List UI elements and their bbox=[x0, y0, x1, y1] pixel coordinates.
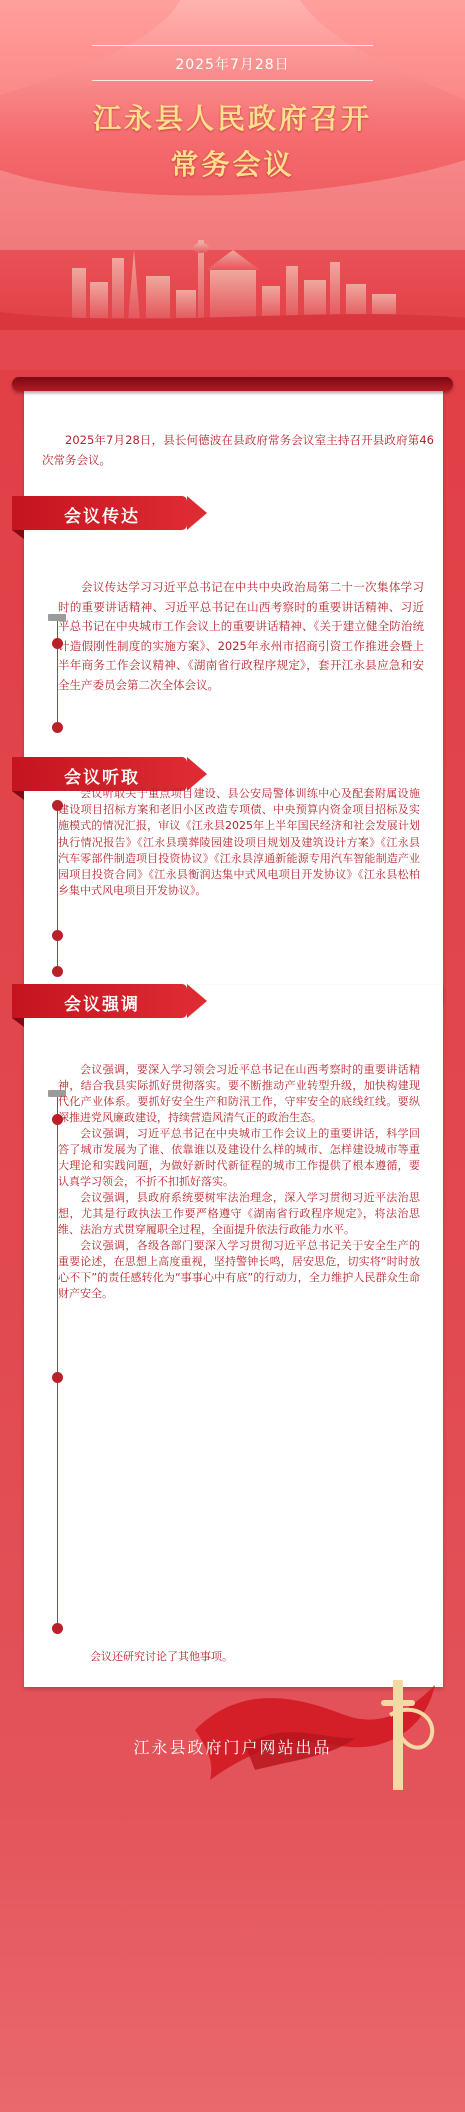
outro-paragraph: 会议还研究讨论了其他事项。 bbox=[90, 1650, 233, 1663]
section-heading-hear: 会议听取 bbox=[64, 768, 140, 788]
section-heading-emphasize: 会议强调 bbox=[64, 995, 140, 1015]
scroll-bar-decoration bbox=[12, 377, 453, 391]
section-heading-relay: 会议传达 bbox=[64, 507, 140, 527]
header-rule-top bbox=[92, 45, 373, 46]
timeline-dot bbox=[52, 1372, 63, 1383]
banner-fold bbox=[12, 530, 24, 539]
header-rule-bottom bbox=[92, 80, 373, 81]
section-body-hear: 会议听取关于重点项目建设、县公安局警体训练中心及配套附属设施建设项目招标方案和老旧小区改造专项债、中央预算内资金项目招标及实施模式的情况汇报，审议《江永县2025年上半年国民经济和社会发展计划执行情况报告》《江永县璞葬陵园建设项目规划及建筑设计方案》《江永县汽车零部件制造项目投资协议》《江永县淳通新能源专用汽车智能制造产业园项目投资合同》《江永县衡润达集中式风电项目开发协议》《江永县松柏乡集中式风电项目开发协议》。 bbox=[58, 787, 420, 898]
emphasize-paragraph: 会议强调，要深入学习领会习近平总书记在山西考察时的重要讲话精神，结合我县实际抓好贯彻落实。要不断推动产业转型升级，加快构建现代化产业体系。要抓好安全生产和防汛工作，守牢安全的底线红线。要纵深推进党风廉政建设，持续营造风清气正的政治生态。 bbox=[58, 1063, 420, 1124]
city-skyline bbox=[72, 240, 396, 320]
timeline-dot bbox=[52, 966, 63, 977]
meeting-date: 2025年7月28日 bbox=[175, 57, 290, 73]
section-body-relay: 会议传达学习习近平总书记在中共中央政治局第二十一次集体学习时的重要讲话精神、习近平总书记在山西考察时的重要讲话精神、习近平总书记在中央城市工作会议上的重要讲话精神、《关于建立健全防治统计造假刚性制度的实施方案》、2025年永州市招商引资工作推进会暨上半年商务工作会议精神、《湖南省行政程序规定》，套开江永县应急和安全生产委员会第二次全体会议。 bbox=[58, 580, 424, 692]
section-banner-relay bbox=[12, 496, 187, 530]
site-footer-credit: 江永县政府门户网站出品 bbox=[133, 1738, 332, 1757]
timeline-dot bbox=[52, 722, 63, 733]
section-body-emphasize bbox=[58, 1062, 420, 1302]
title-line-1: 江永县人民政府召开 bbox=[92, 102, 372, 135]
emphasize-paragraph: 会议强调，习近平总书记在中央城市工作会议上的重要讲话，科学回答了城市发展为了谁、依靠谁以及建设什么样的城市、怎样建设城市等重大理论和实践问题，为做好新时代新征程的城市工作提供了根本遵循，要认真学习领会，不折不扣抓好落实。 bbox=[58, 1127, 420, 1188]
emphasize-paragraph: 会议强调，县政府系统要树牢法治理念，深入学习贯彻习近平法治思想，尤其是行政执法工作要严格遵守《湖南省行政程序规定》，将法治思维、法治方式贯穿履职全过程，全面提升依法行政能力水平。 bbox=[58, 1191, 420, 1236]
title-line-2: 常务会议 bbox=[170, 148, 295, 181]
banner-fold bbox=[12, 1018, 24, 1027]
intro-paragraph: 2025年7月28日，县长何德波在县政府常务会议室主持召开县政府第46次常务会议。 bbox=[42, 433, 434, 467]
red-flag-decoration bbox=[185, 1660, 465, 1790]
timeline-dot bbox=[52, 930, 63, 941]
section-banner-emphasize bbox=[12, 984, 187, 1018]
timeline-dot bbox=[52, 1623, 63, 1634]
emphasize-paragraph: 会议强调，各级各部门要深入学习贯彻习近平总书记关于安全生产的重要论述，在思想上高度重视，坚持警钟长鸣，居安思危，切实将“时时放心不下”的责任感转化为“事事心中有底”的行动力，全力维护人民群众生命财产安全。 bbox=[58, 1239, 420, 1300]
banner-fold bbox=[12, 791, 24, 800]
